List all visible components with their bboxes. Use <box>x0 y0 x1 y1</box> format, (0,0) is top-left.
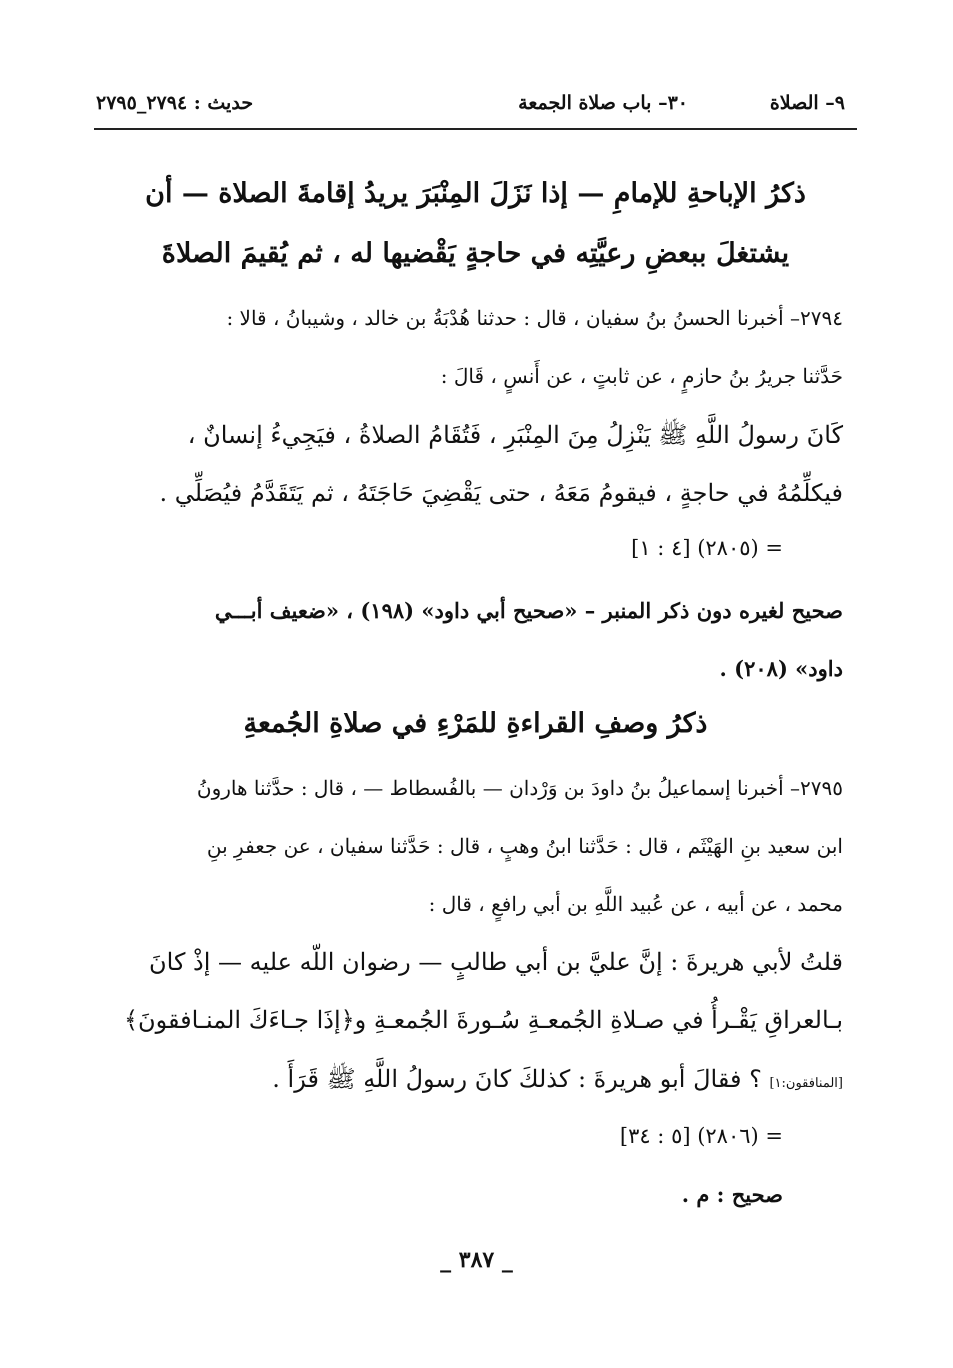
chapter-heading-line-1: ذكرُ الإباحةِ للإمامِ — إذا نَزَلَ المِنْبَرَ يريدُ إقامةَ الصلاة — أن <box>145 178 806 209</box>
matn-line: فيكلِّمُهُ في حاجةٍ ، فيقومُ مَعَهُ ، حتى يَقْضِيَ حَاجَتَهُ ، ثم يَتَقَدَّمُ فيُصَلِّي . <box>159 479 843 507</box>
cross-reference: = (٢٨٠٦) [٥ : ٣٤] <box>619 1124 783 1148</box>
isnad-line: محمد ، عن أبيه ، عن عُبيد اللَّهِ بن أبي رافعٍ ، قال : <box>428 892 843 916</box>
grading-line: داود» (٢٠٨) . <box>719 656 843 681</box>
grading-line: صحيح : م . <box>681 1182 783 1207</box>
isnad-line: حَدَّثنا جريرُ بنُ حازمٍ ، عن ثابتٍ ، عن أَنسٍ ، قَالَ : <box>440 364 843 388</box>
matn-line <box>98 1064 843 1099</box>
isnad-line: ابن سعيد بنِ الهَيْثَم ، قال : حَدَّثنا ابنُ وهبٍ ، قال : حَدَّثنا سفيان ، عن جعفرِ بنِ <box>206 834 843 858</box>
grading-line: صحيح لغيره دون ذكر المنبر – «صحيح أبي داود» (١٩٨) ، «ضعيف أبـــي <box>214 598 843 623</box>
page-number: _ ٣٨٧ _ <box>440 1247 513 1273</box>
quran-verse-reference: [المنافقون:١] <box>769 1076 843 1091</box>
chapter-heading: ذكرُ وصفِ القراءةِ للمَرْءِ في صلاةِ الجُمعةِ <box>243 708 708 739</box>
running-header-section: ٣٠– باب صلاة الجمعة <box>518 92 688 114</box>
matn-line: كَانَ رسولُ اللَّهِ ﷺ يَنْزِلُ مِنَ المِنْبَرِ ، فَتُقَامُ الصلاةُ ، فيَجِيءُ إنسانٌ ، <box>187 421 843 449</box>
matn-line: بـالعراقِ يَقْـرأُ في صـلاةِ الجُمعـةِ سُـورةَ الجُمعـةِ و﴿إذَا جـاءَكَ المنـافقونَ﴾ <box>123 1006 843 1034</box>
matn-line: قلتُ لأبي هريرةَ : إنَّ عليَّ بن أبي طالبٍ — رضوان اللّه عليه — إذْ كانَ <box>149 948 843 976</box>
isnad-line: ٢٧٩٤– أخبرنا الحسنُ بنُ سفيان ، قال : حدثنا هُدْبَةُ بن خالد ، وشيبانُ ، قالا : <box>226 306 843 330</box>
running-header-chapter: ٩– الصلاة <box>769 92 845 114</box>
header-divider <box>94 128 857 130</box>
isnad-line: ٢٧٩٥– أخبرنا إسماعيلُ بنُ داودَ بن وَرْدان — بالفُسطاط — ، قال : حدَّثنا هارونُ <box>196 776 843 800</box>
matn-text: ؟ فقالَ أبو هريرةَ : كذلكَ كانَ رسولُ اللَّهِ ﷺ قَرَأَ . <box>272 1065 762 1093</box>
running-header-hadith-range: حديث : ٢٧٩٤_٢٧٩٥ <box>96 92 254 114</box>
chapter-heading-line-2: يشتغلَ ببعضِ رعيَّتِه في حاجةٍ يَقْضيها له ، ثم يُقيمَ الصلاةَ <box>161 238 790 269</box>
cross-reference: = (٢٨٠٥) [٤ : ١] <box>631 536 783 560</box>
